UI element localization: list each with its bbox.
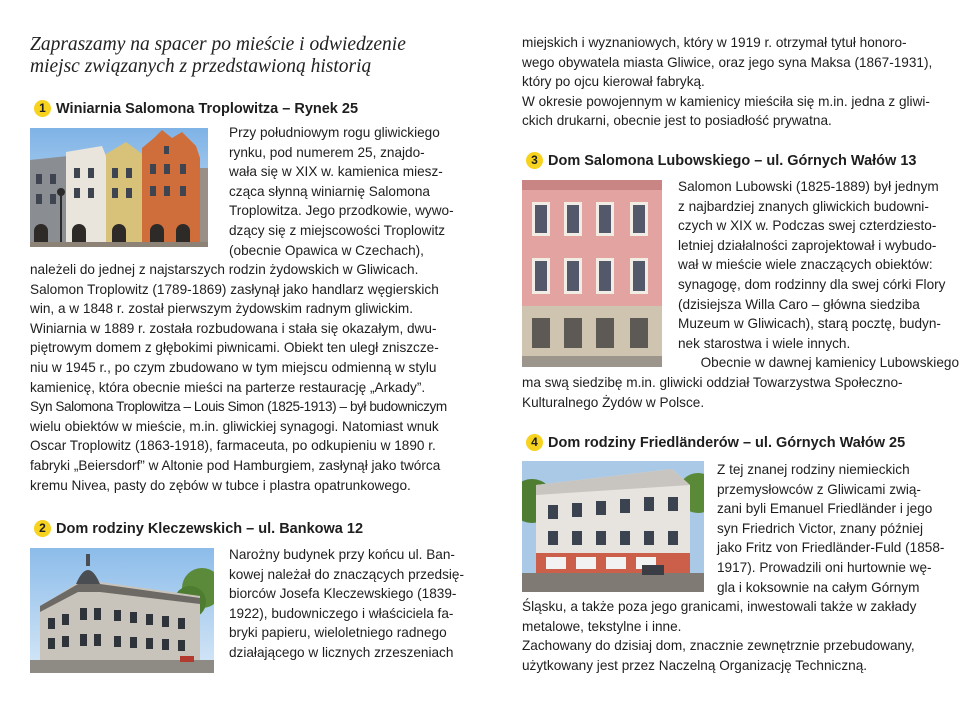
section-title: Winiarnia Salomona Troplowitza – Rynek 25 [56,101,359,117]
text-line: letniej działalności zaprojektował i wybudo- [678,237,937,253]
text-line: jako Fritz von Friedländer-Fuld (1858- [717,540,945,556]
text-line: kremu Nivea, pasty do zębów w tubce i plastra opatrunkowego. [30,477,411,493]
text-line: Śląsku, a także poza jego granicami, inwestowali także w zakłady [522,599,917,614]
section-title: Dom Salomona Lubowskiego – ul. Górnych Wałów 13 [548,153,917,169]
text-line: Narożny budynek przy końcu ul. Ban- [229,547,455,562]
text-line: Z tej znanej rodziny niemieckich [717,462,910,477]
section-1-narrow-text [229,123,466,260]
text-line: użytkowany jest przez Naczelną Organizację Techniczną. [522,657,868,673]
text-line: Zachowany do dzisiaj dom, znacznie zewnętrznie przebudowany, [522,638,915,654]
text-line: przemysłowców z Gliwicami zwią- [717,481,921,497]
section-2-narrow-text [229,545,466,663]
text-line: (obecnie Opawica w Czechach), [229,242,424,258]
section-3-heading [526,152,916,169]
text-line: metalowe, tekstylne i inne. [522,618,682,634]
text-line: gla i koksownie na całym Górnym [717,579,920,595]
section-4-wide-text [522,597,958,675]
text-line: Winiarnia w 1889 r. została rozbudowana i stała się okazałym, dwu- [30,320,437,336]
text-line: win, a w 1848 r. został pierwszym żydowskim radnym gliwickim. [30,301,413,317]
text-line: Salomon Lubowski (1825-1889) był jednym [678,179,939,194]
section-number-badge: 2 [34,520,51,537]
text-line: kowej należał do znaczących przedsię- [229,566,464,582]
section-number-badge: 3 [526,152,543,169]
section-3-wide-text [522,373,958,412]
text-line: wego obywatela miasta Gliwice, oraz jego syna Maksa (1867-1931), [522,54,933,70]
text-line: Kulturalnego Żydów w Polsce. [522,394,705,410]
text-line: Obecnie w dawnej kamienicy Lubowskiego [700,355,959,371]
text-line: dzący się z miejscowości Troplowitz [229,222,446,238]
text-line: Salomon Troplowitz (1789-1869) zasłynął jako handlarz węgierskich [30,281,439,297]
text-line: bryki papieru, wieloletniego radnego [229,625,447,641]
text-line: kamienicę, która obecnie mieści na parterze restaurację „Arkady”. [30,379,426,395]
section-4-narrow-text [717,460,958,597]
photo-friedlander-house [522,461,704,592]
text-line: fabryki „Beiersdorf” w Altonie pod Hamburgiem, zasłynął jako twórca [30,457,441,473]
text-line: czych w XIX w. Podczas swej czterdziesto- [678,218,937,234]
section-title: Dom rodziny Friedländerów – ul. Górnych Wałów 25 [548,435,906,451]
text-line: który po ojcu kierował fabryką. [522,74,705,90]
photo-bankowa-12-building [30,548,214,673]
text-line: biorców Josefa Kleczewskiego (1839- [229,586,457,602]
section-1-heading [34,100,358,117]
text-line: wała się w XIX w. kamienica miesz- [229,164,443,180]
text-line: 1917). Prowadzili oni hurtownie wę- [717,559,932,575]
text-line: zani byli Emanuel Friedländer i jego [717,501,933,517]
text-line: ckich drukarni, obecnie jest to posiadłość prywatna. [522,113,832,129]
text-line: Troplowitza. Jego przodkowie, wywo- [229,203,454,219]
intro-heading [30,34,470,78]
text-line: działającego w licznych zrzeszeniach [229,644,454,660]
text-line: Oscar Troplowitz (1863-1918), farmaceuta, po odkupieniu w 1890 r. [30,438,436,454]
text-line: Przy południowym rogu gliwickiego [229,125,440,140]
text-line: Syn Salomona Troplowitza – Louis Simon (1825-1913) – był budowniczym [30,399,447,415]
text-line: z najbardziej znanych gliwickich budowni- [678,198,929,214]
text-line: wał w mieście wiele znaczących obiektów: [678,257,933,273]
photo-rynek-25-tenements [30,128,208,247]
text-line: (dzisiejsza Willa Caro – główna siedziba [678,296,920,312]
intro-line-1: Zapraszamy na spacer po mieście i odwiedzenie [30,34,406,55]
text-line: Muzeum w Gliwicach), starą pocztę, budyn- [678,316,941,332]
text-line: piętrowym domem z głębokimi piwnicami. Obiekt ten uległ zniszcze- [30,340,439,356]
text-line: ma swą siedzibę m.in. gliwicki oddział Towarzystwa Społeczno- [522,375,903,390]
text-line: niu w 1945 r., po czym zbudowano w tym miejscu odmienną w stylu [30,359,437,375]
text-line: wielu obiektów w mieście, m.in. gliwickiej synagogi. Natomiast wnuk [30,418,439,434]
text-line: synagogę, dom rodzinny dla swej córki Flory [678,276,946,292]
intro-line-2: miejsc związanych z przedstawioną historią [30,56,372,77]
text-line: należeli do jednej z najstarszych rodzin żydowskich w Gliwicach. [30,262,419,277]
text-line: cząca słynną winiarnię Salomona [229,183,430,199]
section-title: Dom rodziny Kleczewskich – ul. Bankowa 12 [56,521,364,537]
continuation-text [522,33,958,131]
section-4-heading [526,434,905,451]
text-line: rynku, pod numerem 25, znajdo- [229,144,425,160]
text-line: miejskich i wyznaniowych, który w 1919 r. otrzymał tytuł honoro- [522,35,907,50]
section-number-badge: 4 [526,434,543,451]
section-number-badge: 1 [34,100,51,117]
text-line: W okresie powojennym w kamienicy mieściła się m.in. jedna z gliwi- [522,93,930,109]
text-line: 1922), budowniczego i właściciela fa- [229,605,454,621]
section-3-narrow-text [678,177,959,373]
section-2-heading [34,520,363,537]
section-1-wide-text [30,260,470,495]
text-line: nek starostwa i wiele innych. [678,335,851,351]
text-line: syn Friedrich Victor, znany później [717,520,924,536]
photo-lubowski-house [522,180,662,367]
